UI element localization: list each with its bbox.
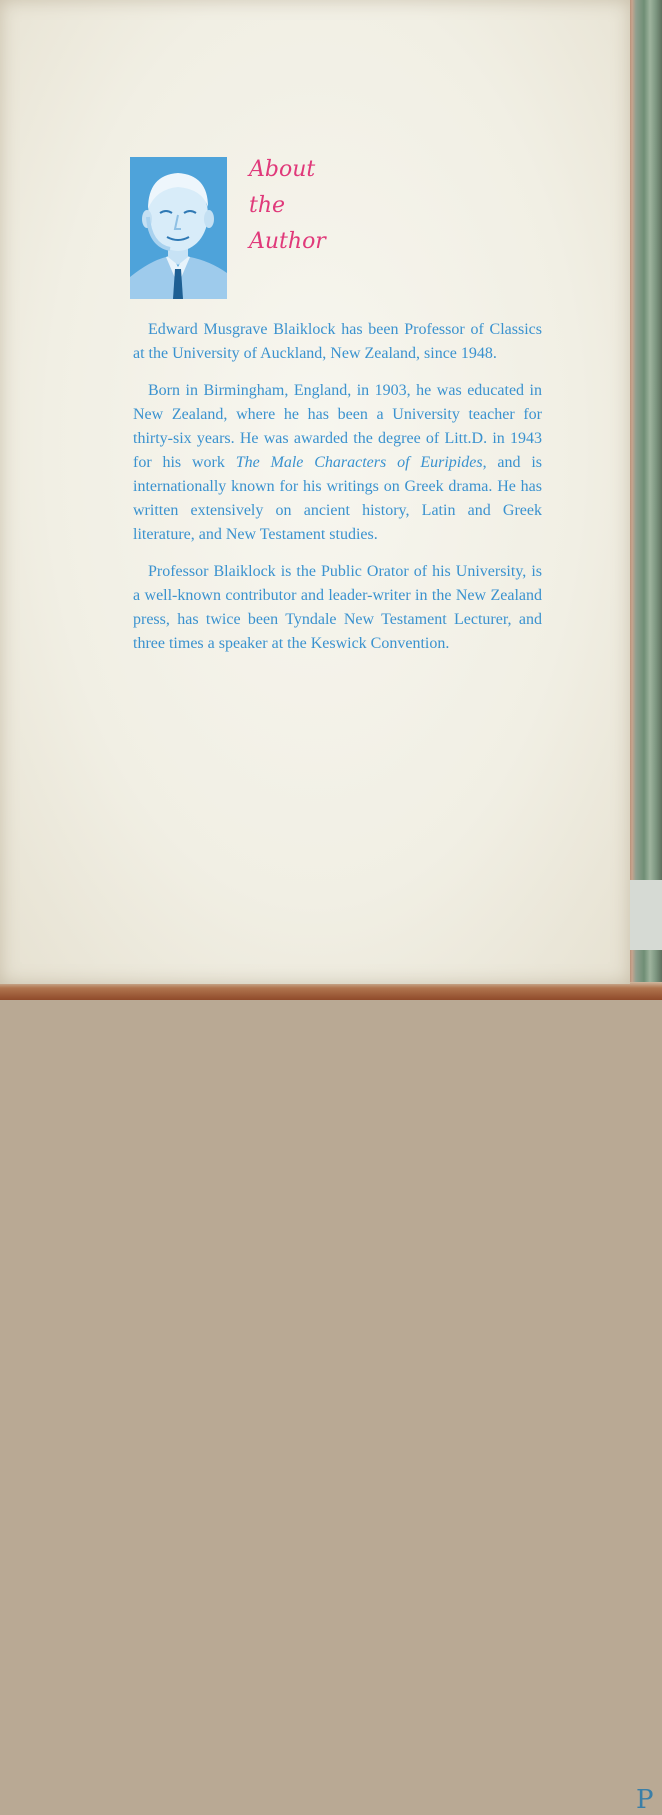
bio-paragraph-3: Professor Blaiklock is the Public Orator of his University, is a well-known contributor and leader-writer in the New Zealand press, has twice been Tyndale New Testament Lecturer, and three times a speaker at the Keswick Convention. [133, 563, 542, 652]
author-biography [133, 318, 542, 669]
bio-paragraph-2 [133, 379, 542, 547]
bio-paragraph-2-end: , and is internationally known for his writings on Greek drama. He has written extensively on ancient history, Latin and Greek literature, and New Testament studies. [133, 454, 542, 543]
heading-line-the: the [249, 193, 286, 218]
spine-label: P [636, 1785, 654, 1815]
bio-paragraph-1: Edward Musgrave Blaiklock has been Professor of Classics at the University of Auckland, New Zealand, since 1948. [133, 321, 542, 362]
book-title: The Male Characters of Euripides [235, 454, 483, 471]
cover-bottom-edge [0, 982, 662, 1000]
author-portrait-icon [130, 157, 227, 299]
author-photo [130, 157, 227, 299]
bio-paragraph-2-start: Born in Birmingham, England, in 1903, he was educated in New Zealand, where he has been a University teacher for thirty-six years. He was awarded the degree of Litt.D. in 1943 for his work [133, 382, 542, 471]
section-heading [249, 152, 326, 260]
spine-label-strip [628, 880, 662, 1815]
heading-line-about: About [249, 157, 316, 182]
book-spine [628, 0, 662, 1815]
heading-line-author: Author [249, 229, 326, 254]
